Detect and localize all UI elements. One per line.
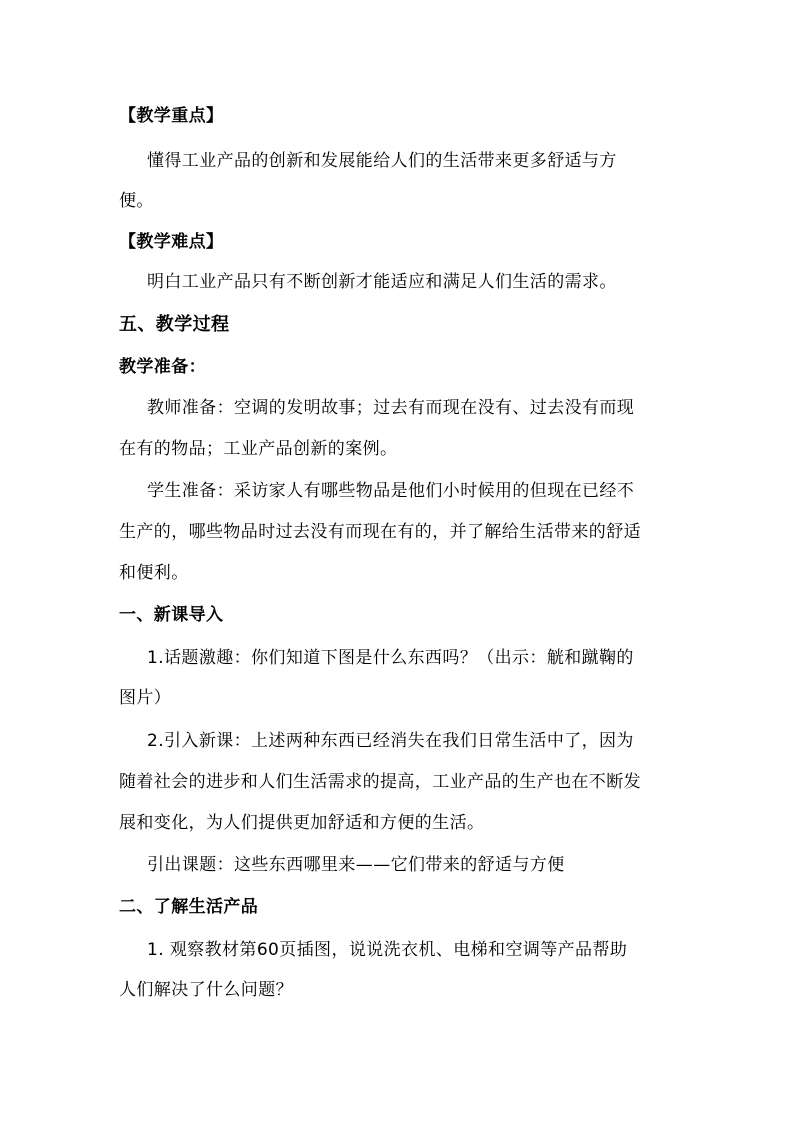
section-heading-teaching-difficulty: 【教学难点】 — [119, 232, 224, 252]
paragraph-line: 2.引入新课：上述两种东西已经消失在我们日常生活中了，因为 — [147, 731, 634, 751]
paragraph-line: 图片） — [119, 688, 172, 708]
section-heading-new-lesson: 一、新课导入 — [119, 605, 224, 625]
paragraph-line: 人们解决了什么问题？ — [119, 980, 293, 1000]
paragraph-line: 随着社会的进步和人们生活需求的提高，工业产品的生产也在不断发 — [119, 772, 641, 792]
section-heading-life-products: 二、了解生活产品 — [119, 897, 259, 917]
paragraph-line: 在有的物品；工业产品创新的案例。 — [119, 439, 398, 459]
paragraph-line: 展和变化，为人们提供更加舒适和方便的生活。 — [119, 813, 485, 833]
section-heading-teaching-process: 五、教学过程 — [119, 314, 230, 335]
paragraph-line: 1. 观察教材第60页插图，说说洗衣机、电梯和空调等产品帮助 — [147, 940, 628, 960]
paragraph-line: 懂得工业产品的创新和发展能给人们的生活带来更多舒适与方 — [147, 151, 617, 171]
paragraph-line: 和便利。 — [119, 563, 189, 583]
paragraph-line: 1.话题激趣：你们知道下图是什么东西吗？（出示：觥和蹴鞠的 — [147, 648, 634, 668]
section-heading-teaching-focus: 【教学重点】 — [119, 106, 224, 126]
subheading-teaching-preparation: 教学准备： — [119, 357, 206, 377]
paragraph-line: 学生准备：采访家人有哪些物品是他们小时候用的但现在已经不 — [147, 481, 635, 501]
paragraph-line: 教师准备：空调的发明故事；过去有而现在没有、过去没有而现 — [147, 398, 635, 418]
paragraph-line: 便。 — [119, 191, 154, 211]
paragraph-line: 引出课题：这些东西哪里来——它们带来的舒适与方便 — [147, 855, 565, 875]
paragraph-line: 明白工业产品只有不断创新才能适应和满足人们生活的需求。 — [147, 272, 617, 292]
paragraph-line: 生产的，哪些物品时过去没有而现在有的，并了解给生活带来的舒适 — [119, 522, 641, 542]
